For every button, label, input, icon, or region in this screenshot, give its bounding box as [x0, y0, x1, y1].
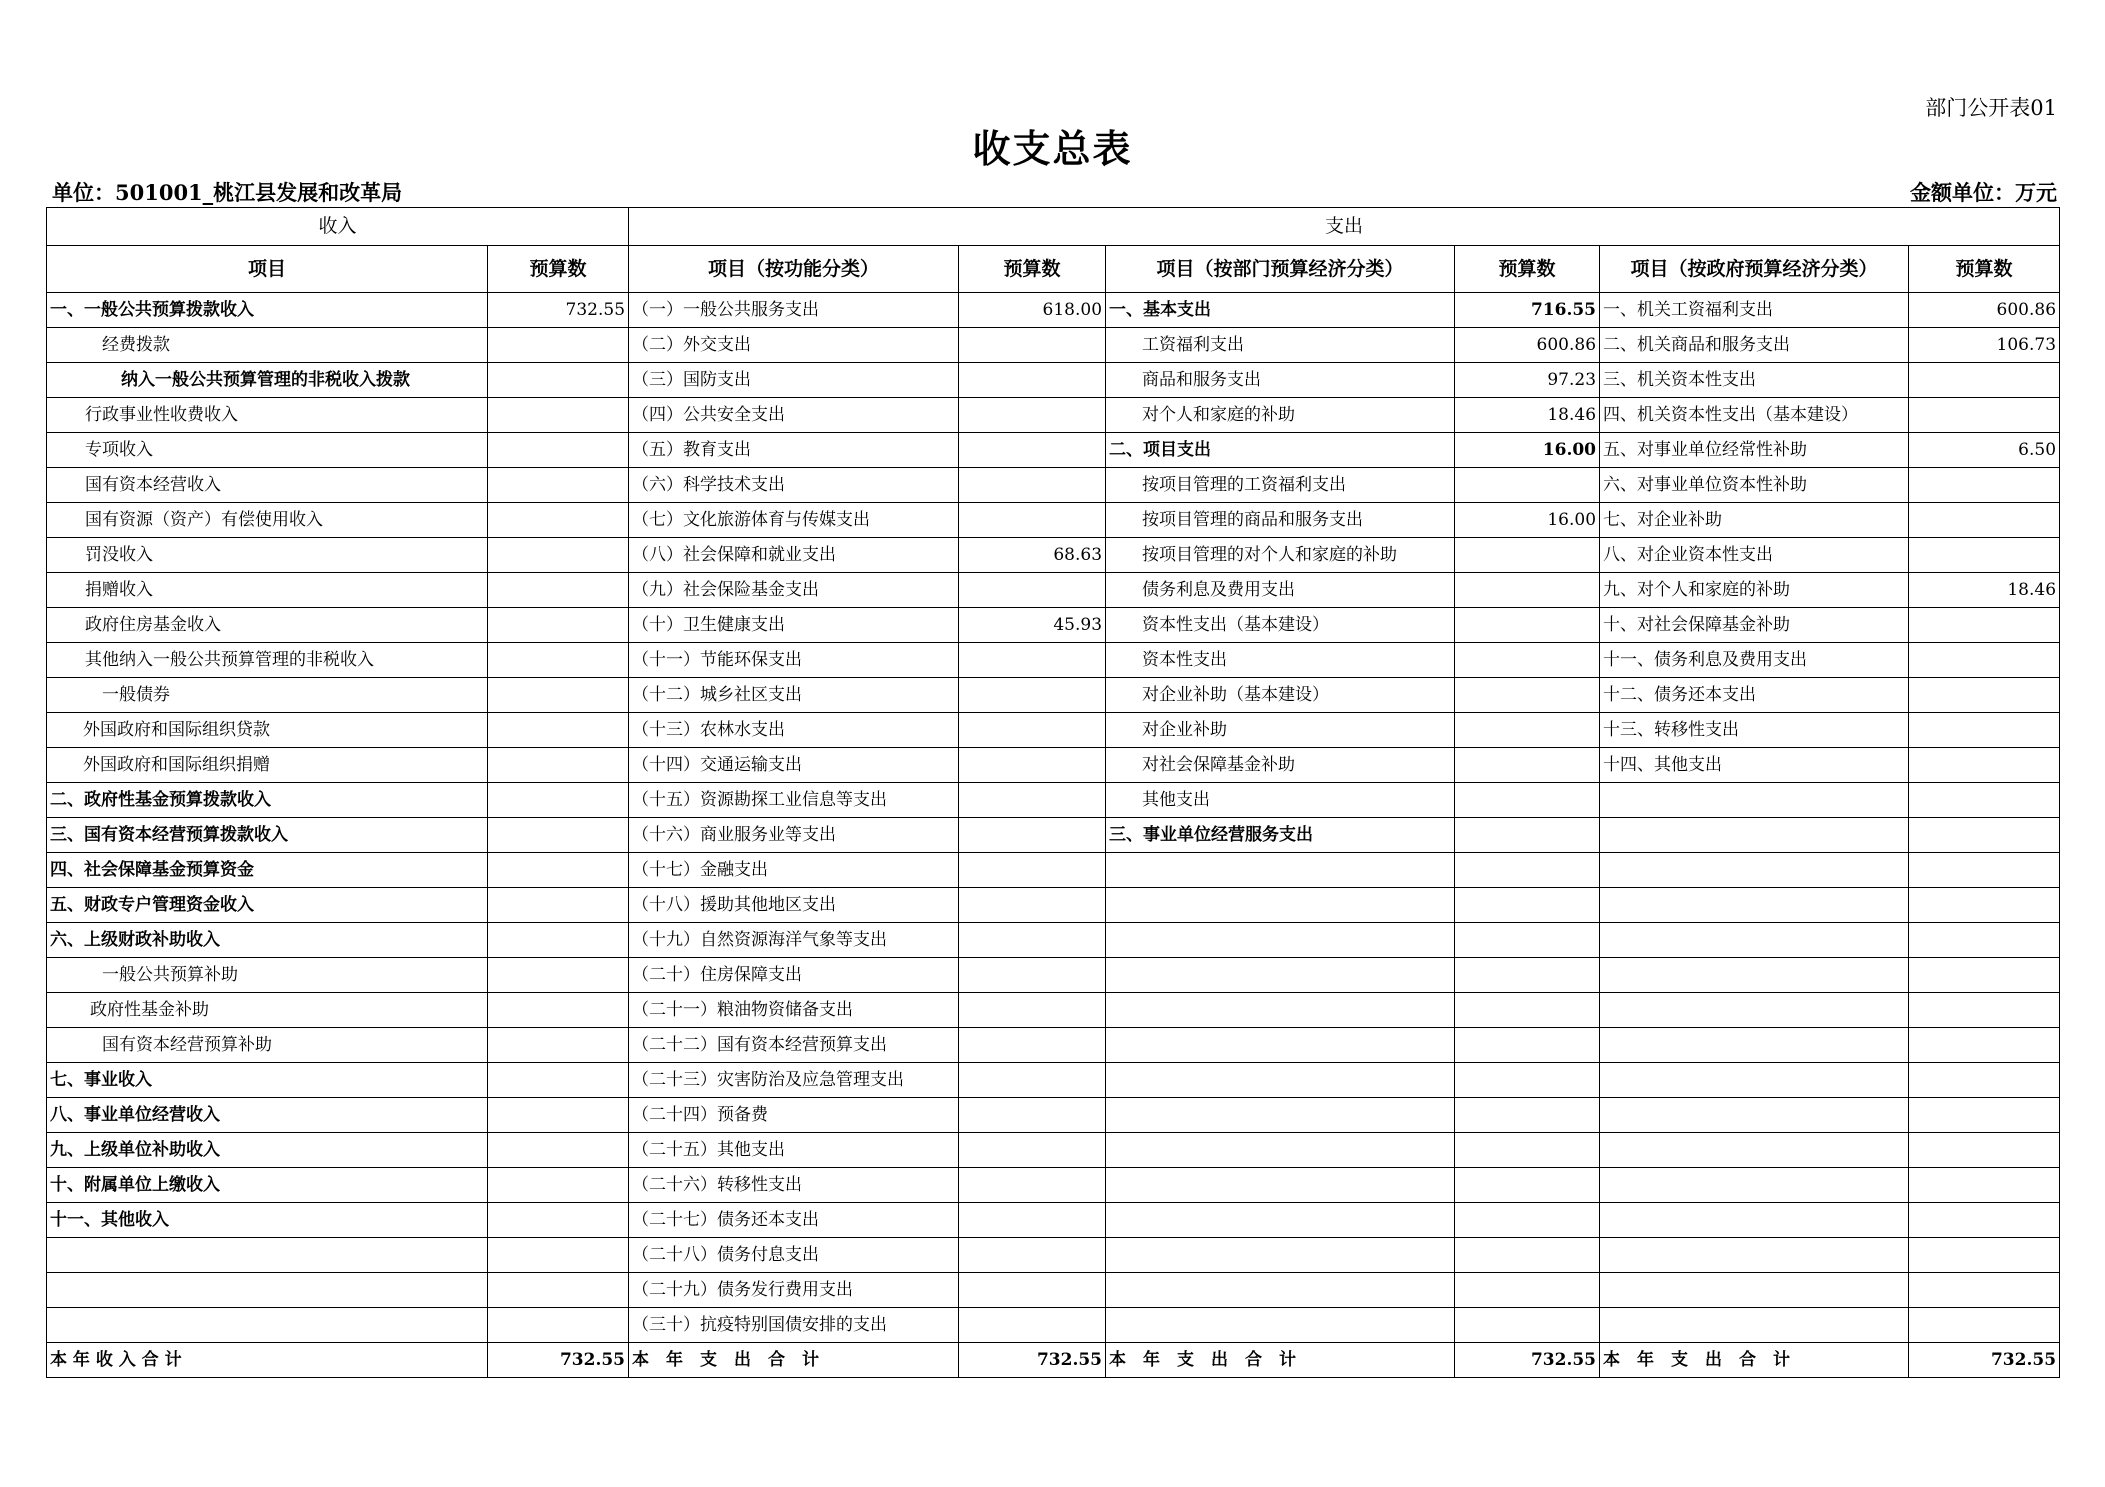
income-budget-cell [488, 1063, 629, 1098]
dept-budget-cell [1455, 1168, 1600, 1203]
func-item-cell: （一）一般公共服务支出 [629, 293, 959, 328]
income-group-header: 收入 [47, 208, 629, 246]
gov-item-cell: 四、机关资本性支出（基本建设） [1600, 398, 1909, 433]
dept-budget-cell [1455, 713, 1600, 748]
table-row [47, 1098, 2060, 1133]
gov-budget-cell [1909, 818, 2060, 853]
dept-budget-cell: 97.23 [1455, 363, 1600, 398]
func-item-cell: （十九）自然资源海洋气象等支出 [629, 923, 959, 958]
func-budget-cell [959, 643, 1106, 678]
gov-budget-cell [1909, 1238, 2060, 1273]
func-budget-cell [959, 328, 1106, 363]
gov-budget-cell [1909, 888, 2060, 923]
table-row [47, 503, 2060, 538]
income-budget-cell [488, 503, 629, 538]
dept-total-value: 732.55 [1455, 1343, 1600, 1378]
dept-budget-cell [1455, 1133, 1600, 1168]
income-item-cell: 行政事业性收费收入 [47, 398, 488, 433]
dept-item-cell: 对个人和家庭的补助 [1106, 398, 1455, 433]
gov-item-cell: 十三、转移性支出 [1600, 713, 1909, 748]
income-item-cell: 其他纳入一般公共预算管理的非税收入 [47, 643, 488, 678]
func-budget-cell [959, 713, 1106, 748]
gov-budget-cell [1909, 398, 2060, 433]
dept-item-cell [1106, 1028, 1455, 1063]
gov-budget-cell: 600.86 [1909, 293, 2060, 328]
table-group-header-row [47, 208, 2060, 246]
gov-item-cell [1600, 783, 1909, 818]
income-budget-cell [488, 783, 629, 818]
dept-budget-cell [1455, 1203, 1600, 1238]
table-column-header-row [47, 246, 2060, 293]
dept-total-label: 本 年 支 出 合 计 [1106, 1343, 1455, 1378]
dept-item-cell: 其他支出 [1106, 783, 1455, 818]
func-budget-cell [959, 1168, 1106, 1203]
gov-budget-cell [1909, 468, 2060, 503]
func-total-value: 732.55 [959, 1343, 1106, 1378]
func-budget-cell [959, 1238, 1106, 1273]
dept-item-cell [1106, 1098, 1455, 1133]
func-budget-cell [959, 573, 1106, 608]
func-item-cell: （九）社会保险基金支出 [629, 573, 959, 608]
func-budget-cell [959, 1063, 1106, 1098]
table-row [47, 433, 2060, 468]
income-budget-cell [488, 1308, 629, 1343]
dept-budget-cell [1455, 573, 1600, 608]
income-budget-cell [488, 1028, 629, 1063]
gov-item-cell [1600, 1308, 1909, 1343]
income-budget-cell [488, 398, 629, 433]
gov-budget-cell [1909, 748, 2060, 783]
table-row [47, 293, 2060, 328]
dept-budget-cell [1455, 468, 1600, 503]
gov-item-cell [1600, 1273, 1909, 1308]
income-item-cell: 一、一般公共预算拨款收入 [47, 293, 488, 328]
dept-budget-cell [1455, 678, 1600, 713]
table-row [47, 328, 2060, 363]
dept-item-cell [1106, 1308, 1455, 1343]
gov-budget-cell [1909, 608, 2060, 643]
dept-budget-cell: 18.46 [1455, 398, 1600, 433]
dept-item-cell [1106, 1273, 1455, 1308]
income-item-cell: 罚没收入 [47, 538, 488, 573]
gov-budget-cell: 106.73 [1909, 328, 2060, 363]
income-budget-cell [488, 818, 629, 853]
income-budget-cell [488, 1238, 629, 1273]
table-row [47, 608, 2060, 643]
col-gov-budget: 预算数 [1909, 246, 2060, 293]
income-item-cell: 国有资本经营预算补助 [47, 1028, 488, 1063]
unit-label: 单位：501001_桃江县发展和改革局 [52, 180, 403, 205]
table-row [47, 818, 2060, 853]
col-income-item: 项目 [47, 246, 488, 293]
income-budget-cell [488, 678, 629, 713]
income-budget-cell [488, 713, 629, 748]
income-budget-cell [488, 993, 629, 1028]
gov-budget-cell [1909, 1273, 2060, 1308]
income-item-cell: 四、社会保障基金预算资金 [47, 853, 488, 888]
dept-budget-cell [1455, 643, 1600, 678]
func-item-cell: （二十二）国有资本经营预算支出 [629, 1028, 959, 1063]
gov-total-value: 732.55 [1909, 1343, 2060, 1378]
gov-item-cell [1600, 958, 1909, 993]
amount-unit-label: 金额单位：万元 [1910, 180, 2057, 205]
gov-budget-cell [1909, 678, 2060, 713]
func-item-cell: （二十）住房保障支出 [629, 958, 959, 993]
income-item-cell: 政府住房基金收入 [47, 608, 488, 643]
totals-row [47, 1343, 2060, 1378]
income-item-cell: 专项收入 [47, 433, 488, 468]
expense-group-header: 支出 [629, 208, 2060, 246]
dept-budget-cell [1455, 818, 1600, 853]
func-item-cell: （二十六）转移性支出 [629, 1168, 959, 1203]
income-budget-cell [488, 573, 629, 608]
gov-item-cell [1600, 818, 1909, 853]
gov-budget-cell [1909, 1308, 2060, 1343]
income-item-cell: 外国政府和国际组织捐赠 [47, 748, 488, 783]
func-budget-cell [959, 363, 1106, 398]
income-budget-cell [488, 923, 629, 958]
income-total-label: 本 年 收 入 合 计 [47, 1343, 488, 1378]
gov-budget-cell: 18.46 [1909, 573, 2060, 608]
func-budget-cell [959, 468, 1106, 503]
dept-budget-cell [1455, 1028, 1600, 1063]
income-item-cell: 七、事业收入 [47, 1063, 488, 1098]
func-item-cell: （十四）交通运输支出 [629, 748, 959, 783]
dept-item-cell [1106, 923, 1455, 958]
dept-budget-cell [1455, 608, 1600, 643]
income-item-cell [47, 1238, 488, 1273]
func-budget-cell [959, 993, 1106, 1028]
func-budget-cell [959, 1133, 1106, 1168]
dept-item-cell [1106, 993, 1455, 1028]
table-row [47, 958, 2060, 993]
dept-item-cell: 三、事业单位经营服务支出 [1106, 818, 1455, 853]
gov-item-cell: 九、对个人和家庭的补助 [1600, 573, 1909, 608]
income-budget-cell [488, 1098, 629, 1133]
gov-item-cell [1600, 1028, 1909, 1063]
income-item-cell: 政府性基金补助 [47, 993, 488, 1028]
income-budget-cell: 732.55 [488, 293, 629, 328]
income-budget-cell [488, 888, 629, 923]
income-item-cell: 十一、其他收入 [47, 1203, 488, 1238]
func-budget-cell [959, 818, 1106, 853]
income-item-cell: 五、财政专户管理资金收入 [47, 888, 488, 923]
income-budget-cell [488, 363, 629, 398]
dept-budget-cell [1455, 1098, 1600, 1133]
income-budget-cell [488, 1133, 629, 1168]
func-budget-cell [959, 1273, 1106, 1308]
gov-item-cell [1600, 1203, 1909, 1238]
income-item-cell: 经费拨款 [47, 328, 488, 363]
gov-budget-cell [1909, 363, 2060, 398]
dept-budget-cell [1455, 1308, 1600, 1343]
income-budget-cell [488, 1168, 629, 1203]
table-row [47, 783, 2060, 818]
income-item-cell: 八、事业单位经营收入 [47, 1098, 488, 1133]
gov-item-cell [1600, 888, 1909, 923]
table-row [47, 643, 2060, 678]
func-item-cell: （十一）节能环保支出 [629, 643, 959, 678]
gov-item-cell: 十、对社会保障基金补助 [1600, 608, 1909, 643]
col-dept-budget: 预算数 [1455, 246, 1600, 293]
income-budget-cell [488, 1203, 629, 1238]
dept-item-cell: 一、基本支出 [1106, 293, 1455, 328]
gov-item-cell: 一、机关工资福利支出 [1600, 293, 1909, 328]
dept-budget-cell [1455, 923, 1600, 958]
table-row [47, 1238, 2060, 1273]
income-budget-cell [488, 433, 629, 468]
func-budget-cell [959, 1203, 1106, 1238]
func-budget-cell [959, 888, 1106, 923]
dept-item-cell: 商品和服务支出 [1106, 363, 1455, 398]
func-item-cell: （二）外交支出 [629, 328, 959, 363]
func-item-cell: （二十三）灾害防治及应急管理支出 [629, 1063, 959, 1098]
table-row [47, 1063, 2060, 1098]
func-budget-cell [959, 1098, 1106, 1133]
gov-budget-cell [1909, 783, 2060, 818]
income-item-cell: 纳入一般公共预算管理的非税收入拨款 [47, 363, 488, 398]
gov-budget-cell [1909, 923, 2060, 958]
dept-item-cell: 二、项目支出 [1106, 433, 1455, 468]
budget-summary-table [46, 207, 2060, 1378]
gov-budget-cell [1909, 1133, 2060, 1168]
func-budget-cell [959, 398, 1106, 433]
form-code: 部门公开表01 [1925, 96, 2057, 120]
table-row [47, 1133, 2060, 1168]
func-item-cell: （十七）金融支出 [629, 853, 959, 888]
func-item-cell: （十六）商业服务业等支出 [629, 818, 959, 853]
dept-item-cell: 对企业补助（基本建设） [1106, 678, 1455, 713]
dept-item-cell: 资本性支出 [1106, 643, 1455, 678]
func-total-label: 本 年 支 出 合 计 [629, 1343, 959, 1378]
dept-budget-cell [1455, 958, 1600, 993]
col-func-budget: 预算数 [959, 246, 1106, 293]
func-budget-cell [959, 783, 1106, 818]
table-row [47, 573, 2060, 608]
gov-item-cell: 十四、其他支出 [1600, 748, 1909, 783]
gov-budget-cell [1909, 1028, 2060, 1063]
func-item-cell: （四）公共安全支出 [629, 398, 959, 433]
gov-budget-cell [1909, 1203, 2060, 1238]
table-row [47, 748, 2060, 783]
income-item-cell: 十、附属单位上缴收入 [47, 1168, 488, 1203]
income-item-cell: 三、国有资本经营预算拨款收入 [47, 818, 488, 853]
table-body [47, 293, 2060, 1343]
table-row [47, 398, 2060, 433]
dept-item-cell [1106, 1133, 1455, 1168]
table-row [47, 993, 2060, 1028]
dept-budget-cell: 716.55 [1455, 293, 1600, 328]
income-budget-cell [488, 468, 629, 503]
dept-item-cell [1106, 1238, 1455, 1273]
func-item-cell: （二十九）债务发行费用支出 [629, 1273, 959, 1308]
gov-budget-cell [1909, 853, 2060, 888]
func-budget-cell [959, 748, 1106, 783]
income-budget-cell [488, 1273, 629, 1308]
dept-item-cell: 对社会保障基金补助 [1106, 748, 1455, 783]
income-item-cell: 九、上级单位补助收入 [47, 1133, 488, 1168]
income-item-cell: 一般债券 [47, 678, 488, 713]
func-budget-cell [959, 503, 1106, 538]
func-item-cell: （三）国防支出 [629, 363, 959, 398]
gov-item-cell [1600, 1168, 1909, 1203]
dept-budget-cell [1455, 1273, 1600, 1308]
table-row [47, 923, 2060, 958]
income-item-cell [47, 1273, 488, 1308]
income-budget-cell [488, 643, 629, 678]
col-income-budget: 预算数 [488, 246, 629, 293]
func-budget-cell [959, 958, 1106, 993]
income-item-cell [47, 1308, 488, 1343]
dept-item-cell: 按项目管理的工资福利支出 [1106, 468, 1455, 503]
dept-item-cell [1106, 888, 1455, 923]
gov-budget-cell [1909, 713, 2060, 748]
dept-item-cell [1106, 853, 1455, 888]
table-row [47, 853, 2060, 888]
gov-item-cell [1600, 923, 1909, 958]
dept-item-cell: 按项目管理的对个人和家庭的补助 [1106, 538, 1455, 573]
dept-item-cell: 工资福利支出 [1106, 328, 1455, 363]
dept-item-cell [1106, 958, 1455, 993]
func-item-cell: （二十一）粮油物资储备支出 [629, 993, 959, 1028]
gov-budget-cell [1909, 643, 2060, 678]
dept-budget-cell: 16.00 [1455, 503, 1600, 538]
dept-item-cell: 按项目管理的商品和服务支出 [1106, 503, 1455, 538]
func-budget-cell [959, 678, 1106, 713]
func-item-cell: （八）社会保障和就业支出 [629, 538, 959, 573]
gov-budget-cell [1909, 538, 2060, 573]
gov-budget-cell [1909, 1168, 2060, 1203]
func-item-cell: （十八）援助其他地区支出 [629, 888, 959, 923]
income-item-cell: 一般公共预算补助 [47, 958, 488, 993]
income-item-cell: 捐赠收入 [47, 573, 488, 608]
func-item-cell: （七）文化旅游体育与传媒支出 [629, 503, 959, 538]
dept-budget-cell: 600.86 [1455, 328, 1600, 363]
gov-budget-cell: 6.50 [1909, 433, 2060, 468]
dept-budget-cell [1455, 748, 1600, 783]
func-item-cell: （五）教育支出 [629, 433, 959, 468]
gov-item-cell: 六、对事业单位资本性补助 [1600, 468, 1909, 503]
income-budget-cell [488, 958, 629, 993]
income-item-cell: 二、政府性基金预算拨款收入 [47, 783, 488, 818]
dept-budget-cell [1455, 538, 1600, 573]
func-item-cell: （二十七）债务还本支出 [629, 1203, 959, 1238]
func-item-cell: （二十五）其他支出 [629, 1133, 959, 1168]
func-budget-cell [959, 1308, 1106, 1343]
table-row [47, 363, 2060, 398]
gov-item-cell: 五、对事业单位经常性补助 [1600, 433, 1909, 468]
func-item-cell: （十五）资源勘探工业信息等支出 [629, 783, 959, 818]
func-budget-cell: 45.93 [959, 608, 1106, 643]
table-row [47, 468, 2060, 503]
income-budget-cell [488, 853, 629, 888]
dept-item-cell [1106, 1168, 1455, 1203]
dept-item-cell: 对企业补助 [1106, 713, 1455, 748]
dept-item-cell [1106, 1203, 1455, 1238]
gov-item-cell: 二、机关商品和服务支出 [1600, 328, 1909, 363]
gov-budget-cell [1909, 993, 2060, 1028]
col-gov-item: 项目（按政府预算经济分类） [1600, 246, 1909, 293]
func-item-cell: （十）卫生健康支出 [629, 608, 959, 643]
gov-item-cell [1600, 1098, 1909, 1133]
gov-item-cell [1600, 1238, 1909, 1273]
func-budget-cell [959, 433, 1106, 468]
dept-budget-cell [1455, 888, 1600, 923]
func-item-cell: （十三）农林水支出 [629, 713, 959, 748]
gov-item-cell [1600, 853, 1909, 888]
gov-budget-cell [1909, 1098, 2060, 1133]
income-budget-cell [488, 328, 629, 363]
income-item-cell: 国有资源（资产）有偿使用收入 [47, 503, 488, 538]
gov-item-cell [1600, 1063, 1909, 1098]
table-row [47, 678, 2060, 713]
func-item-cell: （二十八）债务付息支出 [629, 1238, 959, 1273]
func-item-cell: （二十四）预备费 [629, 1098, 959, 1133]
dept-budget-cell: 16.00 [1455, 433, 1600, 468]
gov-item-cell: 三、机关资本性支出 [1600, 363, 1909, 398]
func-budget-cell: 618.00 [959, 293, 1106, 328]
table-row [47, 538, 2060, 573]
dept-budget-cell [1455, 1063, 1600, 1098]
gov-item-cell: 十二、债务还本支出 [1600, 678, 1909, 713]
dept-budget-cell [1455, 783, 1600, 818]
func-item-cell: （六）科学技术支出 [629, 468, 959, 503]
gov-item-cell: 十一、债务利息及费用支出 [1600, 643, 1909, 678]
table-row [47, 1168, 2060, 1203]
func-budget-cell [959, 923, 1106, 958]
table-row [47, 1028, 2060, 1063]
gov-budget-cell [1909, 958, 2060, 993]
gov-budget-cell [1909, 503, 2060, 538]
income-budget-cell [488, 538, 629, 573]
gov-budget-cell [1909, 1063, 2060, 1098]
income-total-value: 732.55 [488, 1343, 629, 1378]
table-row [47, 1203, 2060, 1238]
table-row [47, 713, 2060, 748]
func-budget-cell [959, 853, 1106, 888]
dept-budget-cell [1455, 993, 1600, 1028]
gov-item-cell [1600, 993, 1909, 1028]
col-dept-item: 项目（按部门预算经济分类） [1106, 246, 1455, 293]
page-title: 收支总表 [972, 126, 1133, 171]
income-item-cell: 国有资本经营收入 [47, 468, 488, 503]
gov-item-cell: 八、对企业资本性支出 [1600, 538, 1909, 573]
income-item-cell: 六、上级财政补助收入 [47, 923, 488, 958]
income-budget-cell [488, 608, 629, 643]
table-row [47, 888, 2060, 923]
table-row [47, 1308, 2060, 1343]
func-budget-cell [959, 1028, 1106, 1063]
gov-item-cell [1600, 1133, 1909, 1168]
dept-item-cell: 资本性支出（基本建设） [1106, 608, 1455, 643]
dept-budget-cell [1455, 853, 1600, 888]
income-item-cell: 外国政府和国际组织贷款 [47, 713, 488, 748]
col-func-item: 项目（按功能分类） [629, 246, 959, 293]
func-item-cell: （十二）城乡社区支出 [629, 678, 959, 713]
dept-budget-cell [1455, 1238, 1600, 1273]
gov-item-cell: 七、对企业补助 [1600, 503, 1909, 538]
dept-item-cell: 债务利息及费用支出 [1106, 573, 1455, 608]
income-budget-cell [488, 748, 629, 783]
func-budget-cell: 68.63 [959, 538, 1106, 573]
dept-item-cell [1106, 1063, 1455, 1098]
func-item-cell: （三十）抗疫特别国债安排的支出 [629, 1308, 959, 1343]
table-row [47, 1273, 2060, 1308]
gov-total-label: 本 年 支 出 合 计 [1600, 1343, 1909, 1378]
